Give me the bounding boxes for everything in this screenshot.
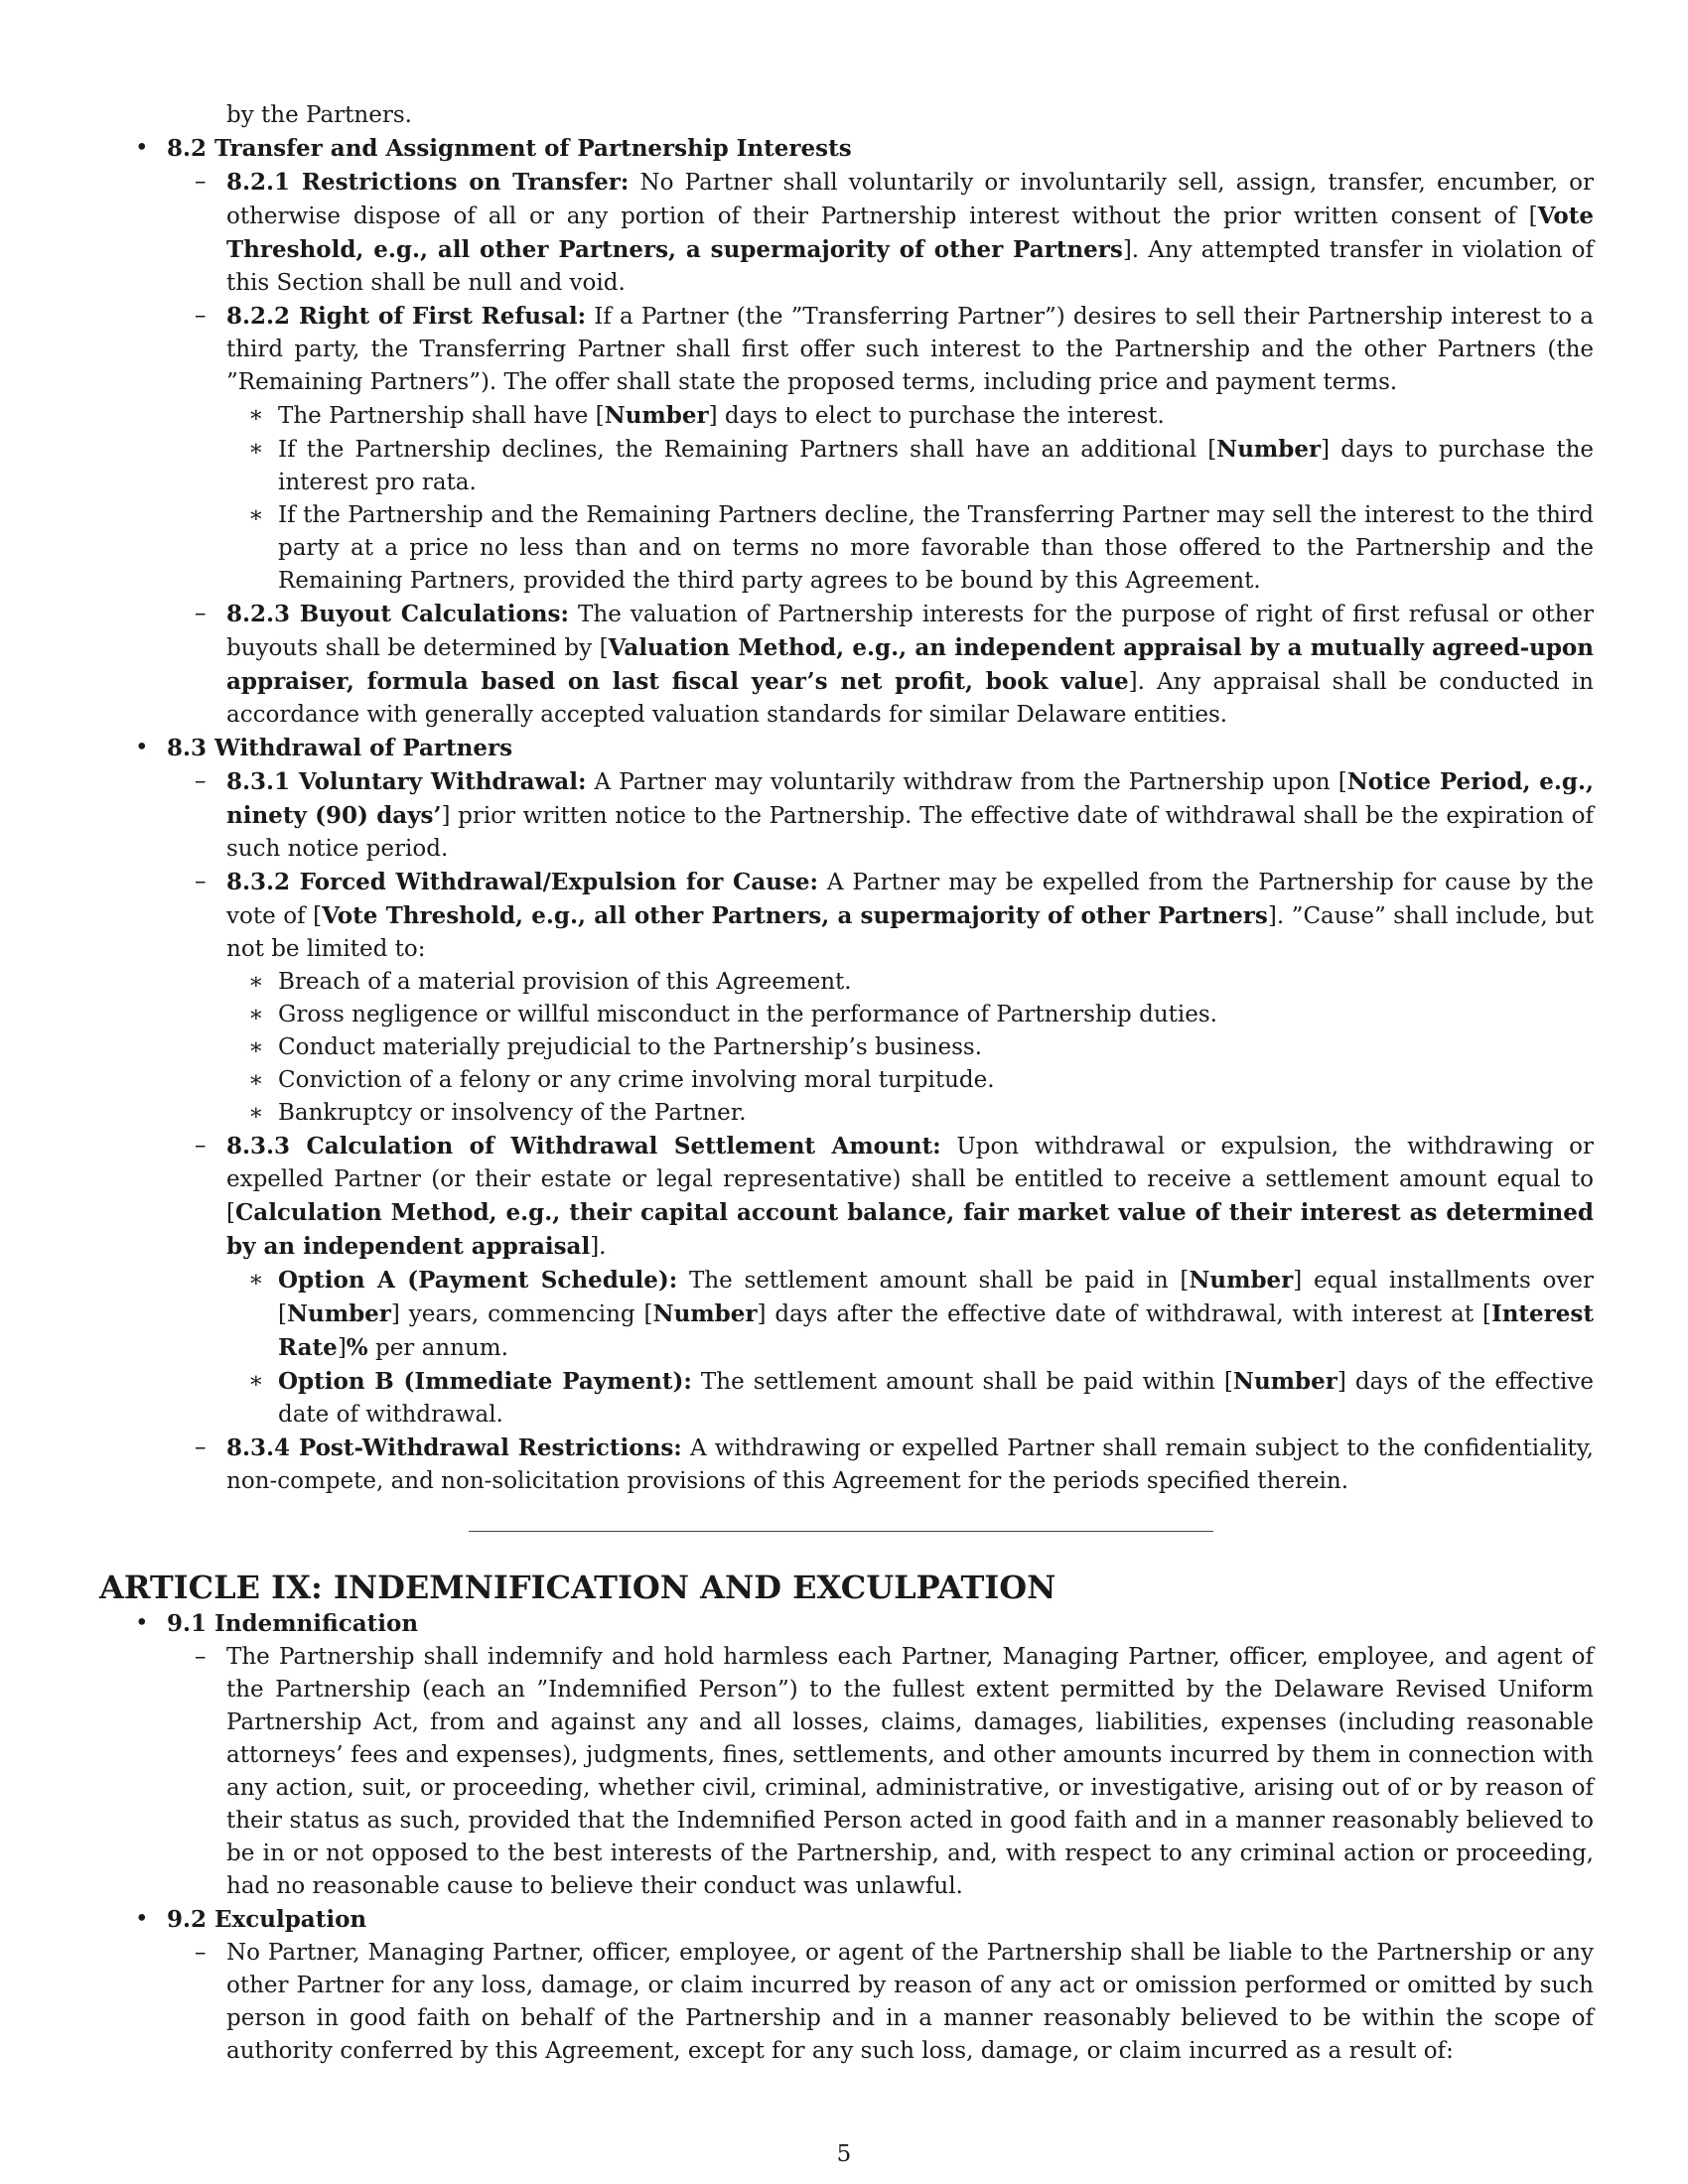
clause-text: No Partner shall voluntarily or involuntarily sell, assign, transfer, encumber, or otherwise dispose of all or any portion of their Partnership interest without the prior written consent of [ [226,170,1594,229]
placeholder-text: Valuation Method, e.g., an independent appraisal by a mutually agreed-upon appraiser, formula based on last fiscal year’s net profit, book value [226,634,1594,695]
dash-icon: – [195,601,207,626]
option-label: Option B (Immediate Payment): [278,1368,692,1395]
clause-text: If a Partner (the ”Transferring Partner”) desires to sell their Partnership interest to a third party, the Transferring Partner shall first offer such interest to the Partnership and the other Partners (the ”Remaining Partners”). The offer shall state the proposed terms, including price and payment terms. [226,304,1594,395]
dash-icon: – [195,1644,207,1670]
clause-8-2-3 [99,598,1594,732]
clause-8-3-1: – 8.3.1 Voluntary Withdrawal: A Partner may voluntarily withdraw from the Partnership upon [Notice Period, e.g., ninety (90) days’] prior written notice to the Partnership. The effective date of withdrawal shall be the expiration of such notice period. [99,765,1594,866]
clause-8-3-4: – 8.3.4 Post-Withdrawal Restrictions: A withdrawing or expelled Partner shall remain subject to the confidentiality, non-compete, and non-solicitation provisions of this Agreement for the periods specified therein. [99,1432,1594,1498]
clause-label: 8.2.1 Restrictions on Transfer: [226,169,630,196]
placeholder-text: Vote Threshold, e.g., all other Partners, a supermajority of other Partners [322,902,1268,929]
placeholder-text: Vote Threshold, e.g., all other Partners, a supermajority of other Partners [226,203,1594,263]
dash-icon: – [195,1434,207,1460]
list-item: ∗ Breach of a material provision of this Agreement. [99,966,1594,999]
dash-icon: – [195,169,207,195]
asterisk-icon: ∗ [248,1034,264,1060]
placeholder-text: Calculation Method, e.g., their capital account balance, fair market value of their interest as determined by an independent appraisal [226,1199,1594,1260]
clause-text: ]. Any appraisal shall be conducted in accordance with generally accepted valuation standards for similar Delaware entities. [226,669,1594,728]
continuation-text: by the Partners. [226,102,412,128]
clause-9-2: – No Partner, Managing Partner, officer, employee, or agent of the Partnership shall be liable to the Partnership or any other Partner for any loss, damage, or claim incurred by reason of any act or omission performed or omitted by such person in good faith on behalf of the Partnership and in a manner reasonably believed to be within the scope of authority conferred by this Agreement, except for any such loss, damage, or claim incurred as a result of: [99,1937,1594,2068]
section-heading: 9.2 Exculpation [167,1906,367,1933]
clause-text: ]. Any attempted transfer in violation of this Section shall be null and void. [226,237,1594,296]
section-heading: 8.2 Transfer and Assignment of Partnership Interests [167,135,852,162]
asterisk-icon: ∗ [248,502,264,528]
dash-icon: – [195,768,207,794]
clause-8-2-1 [99,166,1594,300]
bullet-icon: • [135,1906,149,1932]
article-heading: ARTICLE IX: INDEMNIFICATION AND EXCULPATION [99,1569,1056,1606]
dash-icon: – [195,303,207,329]
asterisk-icon: ∗ [248,1100,264,1126]
clause-label: 8.2.3 Buyout Calculations: [226,601,569,627]
section-8-3 [99,732,1594,765]
bullet-icon: • [135,1610,149,1636]
dash-icon: – [195,1940,207,1966]
page-number: 5 [836,2141,852,2167]
clause-9-1: – The Partnership shall indemnify and hold harmless each Partner, Managing Partner, officer, employee, and agent of the Partnership (each an ”Indemnified Person”) to the fullest extent permitted by the Delaware Revised Uniform Partnership Act, from and against any and all losses, claims, damages, liabilities, expenses (including reasonable attorneys’ fees and expenses), judgments, fines, settlements, and other amounts incurred by them in connection with any action, suit, or proceeding, whether civil, criminal, administrative, or investigative, arising out of or by reason of their status as such, provided that the Indemnified Person acted in good faith and in a manner reasonably believed to be in or not opposed to the best interests of the Partnership, and, with respect to any criminal action or proceeding, had no reasonable cause to believe their conduct was unlawful. [99,1641,1594,1903]
list-item: ∗ Conduct materially prejudicial to the Partnership’s business. [99,1031,1594,1064]
clause-8-3-3: – 8.3.3 Calculation of Withdrawal Settlement Amount: Upon withdrawal or expulsion, the withdrawing or expelled Partner (or their estate or legal representative) shall be entitled to receive a settlement amount equal to [Calculation Method, e.g., their capital account balance, fair market value of their interest as determined by an independent appraisal]. [99,1130,1594,1264]
placeholder-text: Number [604,402,709,429]
clause-label: 8.3.2 Forced Withdrawal/Expulsion for Cause: [226,869,819,895]
clause-label: 8.3.1 Voluntary Withdrawal: [226,768,587,795]
placeholder-text: Number [1216,436,1322,463]
section-8-2 [99,132,1594,166]
placeholder-text: Notice Period, e.g., ninety (90) days’ [226,768,1594,829]
asterisk-icon: ∗ [248,1002,264,1027]
list-item: ∗ Bankruptcy or insolvency of the Partner. [99,1097,1594,1130]
option-a: ∗ Option A (Payment Schedule): The settlement amount shall be paid in [Number] equal installments over [Number] years, commencing [Number] days after the effective date of withdrawal, with interest at [Interest Rate]% per annum. [99,1264,1594,1365]
asterisk-icon: ∗ [248,1067,264,1093]
asterisk-icon: ∗ [248,402,264,428]
clause-8-2-2 [99,300,1594,399]
section-9-2 [99,1903,1594,1937]
dash-icon: – [195,869,207,894]
asterisk-icon: ∗ [248,969,264,995]
list-item: ∗ Conviction of a felony or any crime involving moral turpitude. [99,1064,1594,1097]
list-item: ∗ The Partnership shall have [Number] days to elect to purchase the interest. [99,399,1594,433]
bullet-icon: • [135,735,149,760]
list-item: ∗ If the Partnership and the Remaining Partners decline, the Transferring Partner may sell the interest to the third party at a price no less than and on terms no more favorable than those offered to the Partnership and the Remaining Partners, provided the third party agrees to be bound by this Agreement. [99,499,1594,598]
page-content [99,99,1594,2068]
asterisk-icon: ∗ [248,1267,264,1293]
clause-label: 8.3.4 Post-Withdrawal Restrictions: [226,1434,682,1461]
clause-8-3-2: – 8.3.2 Forced Withdrawal/Expulsion for Cause: A Partner may be expelled from the Partnership for cause by the vote of [Vote Threshold, e.g., all other Partners, a supermajority of other Partners]. ”Cause” shall include, but not be limited to: [99,866,1594,966]
dash-icon: – [195,1133,207,1159]
section-heading: 8.3 Withdrawal of Partners [167,735,513,761]
clause-label: 8.2.2 Right of First Refusal: [226,303,587,330]
horizontal-rule [469,1531,1213,1532]
bullet-icon: • [135,135,149,161]
list-item: ∗ Gross negligence or willful misconduct in the performance of Partnership duties. [99,999,1594,1031]
section-9-1 [99,1607,1594,1641]
section-heading: 9.1 Indemnification [167,1610,419,1637]
list-item: ∗ If the Partnership declines, the Remaining Partners shall have an additional [Number] days to purchase the interest pro rata. [99,433,1594,499]
option-label: Option A (Payment Schedule): [278,1267,678,1294]
option-b: ∗ Option B (Immediate Payment): The settlement amount shall be paid within [Number] days of the effective date of withdrawal. [99,1365,1594,1432]
clause-text: The valuation of Partnership interests for the purpose of right of first refusal or other buyouts shall be determined by [ [226,602,1594,661]
asterisk-icon: ∗ [248,436,264,462]
clause-label: 8.3.3 Calculation of Withdrawal Settlement Amount: [226,1133,941,1160]
asterisk-icon: ∗ [248,1368,264,1394]
